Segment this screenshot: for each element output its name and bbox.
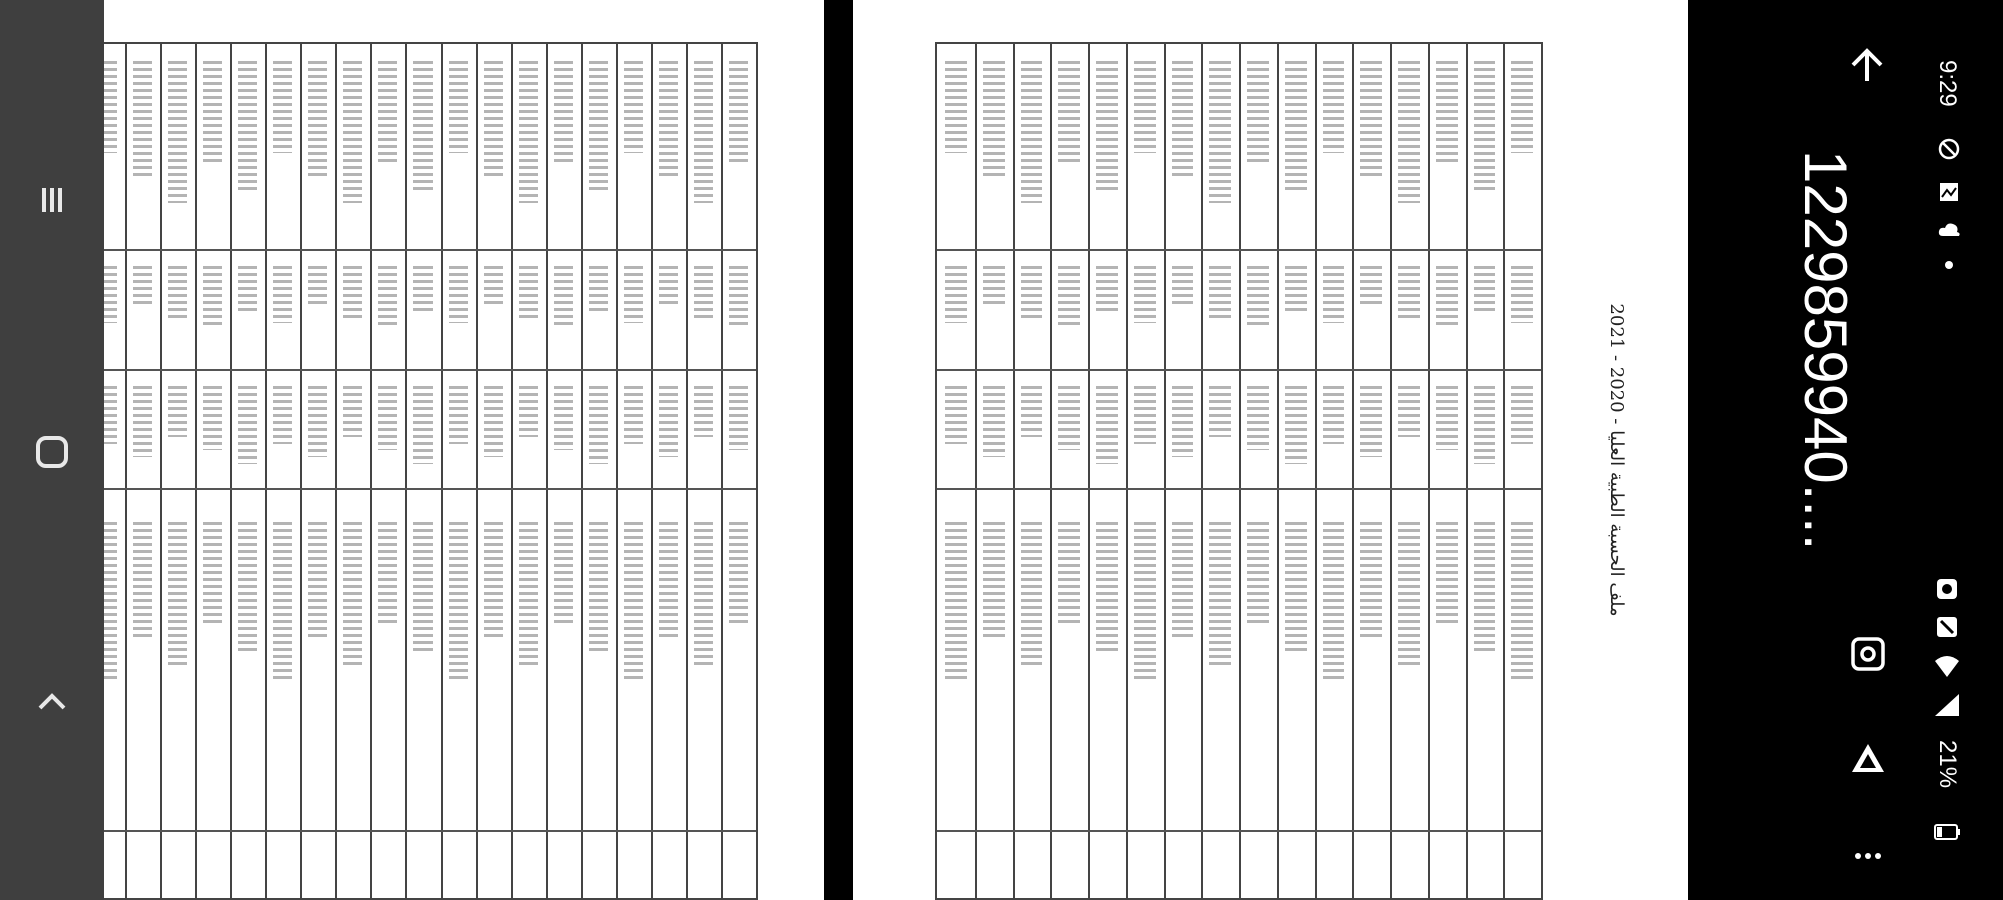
table-cell-text	[1172, 266, 1194, 307]
table-cell-text	[1474, 386, 1496, 465]
table-cell-text	[449, 61, 468, 153]
table-row-separator	[1503, 44, 1505, 898]
table-cell-text	[378, 522, 397, 624]
table-cell-text	[659, 61, 678, 178]
table-cell-text	[1398, 61, 1420, 202]
table-cell-text	[983, 61, 1005, 178]
table-cell-text	[1021, 522, 1043, 665]
table-cell-text	[1285, 522, 1307, 652]
table-cell-text	[1360, 266, 1382, 307]
table-cell-text	[1134, 522, 1156, 679]
table-row-separator	[686, 44, 688, 898]
table-cell-text	[589, 386, 608, 465]
table-row-separator	[616, 44, 618, 898]
table-cell-text	[945, 386, 967, 444]
table-row-separator	[125, 44, 127, 898]
table-cell-text	[203, 266, 222, 329]
table-row-separator	[1315, 44, 1317, 898]
table-row-separator	[651, 44, 653, 898]
table-cell-text	[273, 266, 292, 323]
table-cell-text	[1398, 522, 1420, 665]
table-cell-text	[168, 61, 187, 202]
table-row-separator	[160, 44, 162, 898]
table-cell-text	[945, 266, 967, 323]
table-cell-text	[729, 522, 748, 624]
table-cell-text	[694, 522, 713, 665]
table-cell-text	[659, 522, 678, 638]
table-row-separator	[1239, 44, 1241, 898]
table-cell-text	[449, 522, 468, 679]
table-cell-text	[308, 386, 327, 458]
table-cell-text	[1436, 522, 1458, 624]
table-cell-text	[1360, 61, 1382, 178]
table-cell-text	[729, 386, 748, 451]
table-row-separator	[1013, 44, 1015, 898]
table-cell-text	[1021, 386, 1043, 437]
table-cell-text	[133, 386, 152, 458]
page-title-text: 1229859940....	[1792, 150, 1859, 551]
table-cell-text	[104, 61, 117, 153]
table-cell-text	[104, 522, 117, 679]
table-column-separator	[937, 488, 1541, 490]
table-cell-text	[203, 61, 222, 166]
table-row-separator	[195, 44, 197, 898]
table-cell-text	[1323, 522, 1345, 679]
table-cell-text	[1021, 61, 1043, 202]
table-row-separator	[476, 44, 478, 898]
document-table	[104, 42, 758, 900]
table-row-separator	[1201, 44, 1203, 898]
table-cell-text	[168, 522, 187, 665]
table-row-separator	[581, 44, 583, 898]
table-cell-text	[1172, 522, 1194, 638]
table-cell-text	[133, 522, 152, 638]
table-cell-text	[1247, 266, 1269, 329]
table-row-separator	[1352, 44, 1354, 898]
table-cell-text	[983, 386, 1005, 458]
table-row-separator	[1390, 44, 1392, 898]
table-row-separator	[721, 44, 723, 898]
table-cell-text	[624, 522, 643, 679]
do-not-disturb-icon	[1935, 135, 1963, 163]
table-cell-text	[729, 61, 748, 166]
table-cell-text	[273, 61, 292, 153]
table-cell-text	[168, 266, 187, 318]
table-cell-text	[378, 61, 397, 166]
menu-icon[interactable]	[22, 170, 82, 230]
table-row-separator	[370, 44, 372, 898]
table-row-separator	[335, 44, 337, 898]
table-cell-text	[1436, 386, 1458, 451]
table-cell-text	[484, 386, 503, 458]
table-column-separator	[104, 369, 756, 371]
table-cell-text	[554, 386, 573, 451]
table-cell-text	[589, 266, 608, 312]
table-cell-text	[1172, 386, 1194, 458]
table-row-separator	[975, 44, 977, 898]
table-cell-text	[554, 522, 573, 624]
table-cell-text	[343, 61, 362, 202]
notification-dot-icon	[1942, 258, 1956, 272]
document-page-left	[104, 0, 824, 900]
chevron-up-icon[interactable]	[22, 672, 82, 732]
table-cell-text	[983, 266, 1005, 307]
table-cell-text	[449, 266, 468, 323]
battery-icon	[1932, 822, 1962, 842]
document-heading-text: ملف الحسبة الطبية العليا - 2020 - 2021	[1606, 303, 1627, 617]
table-cell-text	[449, 386, 468, 444]
table-cell-text	[133, 266, 152, 307]
table-cell-text	[1096, 266, 1118, 312]
table-cell-text	[104, 266, 117, 323]
table-row-separator	[265, 44, 267, 898]
table-cell-text	[1323, 266, 1345, 323]
table-cell-text	[1247, 522, 1269, 624]
table-column-separator	[104, 830, 756, 832]
table-cell-text	[554, 61, 573, 166]
wifi-icon	[1930, 650, 1964, 684]
page-title	[1790, 150, 1860, 590]
table-row-separator	[1466, 44, 1468, 898]
table-cell-text	[1285, 266, 1307, 312]
table-cell-text	[378, 266, 397, 329]
table-cell-text	[413, 61, 432, 190]
mute-icon	[1930, 613, 1964, 641]
table-cell-text	[104, 386, 117, 444]
table-cell-text	[519, 266, 538, 318]
table-cell-text	[1247, 61, 1269, 166]
table-row-separator	[230, 44, 232, 898]
table-cell-text	[945, 61, 967, 153]
drive-icon[interactable]	[1846, 738, 1890, 782]
table-cell-text	[1096, 61, 1118, 190]
table-cell-text	[589, 61, 608, 190]
table-cell-text	[589, 522, 608, 652]
table-cell-text	[1511, 522, 1533, 679]
table-cell-text	[1096, 522, 1118, 652]
table-cell-text	[1474, 61, 1496, 190]
table-cell-text	[694, 266, 713, 318]
table-row-separator	[1126, 44, 1128, 898]
table-cell-text	[308, 266, 327, 307]
table-cell-text	[1511, 386, 1533, 444]
table-cell-text	[1511, 61, 1533, 153]
table-cell-text	[484, 266, 503, 307]
table-cell-text	[519, 61, 538, 202]
table-cell-text	[238, 61, 257, 190]
edit-icon[interactable]	[1846, 632, 1890, 676]
table-cell-text	[1021, 266, 1043, 318]
table-cell-text	[624, 266, 643, 323]
table-cell-text	[343, 386, 362, 437]
table-cell-text	[238, 522, 257, 652]
table-row-separator	[1277, 44, 1279, 898]
table-cell-text	[413, 266, 432, 312]
table-cell-text	[484, 61, 503, 178]
table-cell-text	[1134, 266, 1156, 323]
table-cell-text	[659, 266, 678, 307]
table-cell-text	[413, 386, 432, 465]
table-column-separator	[937, 249, 1541, 251]
table-cell-text	[1096, 386, 1118, 465]
table-cell-text	[624, 61, 643, 153]
table-cell-text	[1360, 522, 1382, 638]
table-cell-text	[238, 266, 257, 312]
table-cell-text	[203, 386, 222, 451]
table-row-separator	[441, 44, 443, 898]
table-cell-text	[273, 522, 292, 679]
table-row-separator	[1428, 44, 1430, 898]
navigation-bar	[0, 0, 104, 900]
table-cell-text	[484, 522, 503, 638]
table-cell-text	[1134, 61, 1156, 153]
table-row-separator	[546, 44, 548, 898]
table-cell-text	[378, 386, 397, 451]
table-column-separator	[937, 369, 1541, 371]
document-table	[935, 42, 1543, 900]
table-row-separator	[1050, 44, 1052, 898]
table-cell-text	[1209, 61, 1231, 202]
table-cell-text	[1511, 266, 1533, 323]
table-cell-text	[1285, 61, 1307, 190]
table-cell-text	[133, 61, 152, 178]
table-cell-text	[1323, 61, 1345, 153]
table-cell-text	[694, 61, 713, 202]
table-cell-text	[413, 522, 432, 652]
table-cell-text	[694, 386, 713, 437]
back-arrow-icon[interactable]	[1832, 30, 1902, 100]
table-cell-text	[1134, 386, 1156, 444]
table-cell-text	[1058, 61, 1080, 166]
more-options-icon[interactable]	[1852, 840, 1884, 872]
battery-status: 21%	[1934, 740, 1961, 789]
table-row-separator	[300, 44, 302, 898]
table-cell-text	[1474, 522, 1496, 652]
table-cell-text	[168, 386, 187, 437]
table-row-separator	[1088, 44, 1090, 898]
table-cell-text	[1172, 61, 1194, 178]
table-cell-text	[1058, 522, 1080, 624]
table-cell-text	[945, 522, 967, 679]
document-heading	[1555, 70, 1635, 850]
table-cell-text	[203, 522, 222, 624]
table-cell-text	[1209, 386, 1231, 437]
table-row-separator	[405, 44, 407, 898]
table-cell-text	[729, 266, 748, 329]
page-gutter	[824, 0, 853, 900]
table-cell-text	[1436, 61, 1458, 166]
table-cell-text	[519, 386, 538, 437]
table-cell-text	[1209, 266, 1231, 318]
status-time: 9:29	[1934, 60, 1961, 107]
table-cell-text	[1247, 386, 1269, 451]
table-cell-text	[519, 522, 538, 665]
table-cell-text	[308, 522, 327, 638]
table-cell-text	[1398, 386, 1420, 437]
table-cell-text	[1058, 386, 1080, 451]
table-cell-text	[343, 522, 362, 665]
table-cell-text	[1285, 386, 1307, 465]
table-cell-text	[1360, 386, 1382, 458]
table-cell-text	[238, 386, 257, 465]
table-cell-text	[1209, 522, 1231, 665]
table-cell-text	[1323, 386, 1345, 444]
alarm-icon	[1930, 575, 1964, 603]
table-cell-text	[1474, 266, 1496, 312]
table-cell-text	[343, 266, 362, 318]
table-cell-text	[1398, 266, 1420, 318]
table-cell-text	[554, 266, 573, 329]
table-cell-text	[273, 386, 292, 444]
table-cell-text	[983, 522, 1005, 638]
table-column-separator	[104, 488, 756, 490]
table-cell-text	[308, 61, 327, 178]
table-cell-text	[1436, 266, 1458, 329]
table-column-separator	[104, 249, 756, 251]
table-row-separator	[1164, 44, 1166, 898]
table-cell-text	[624, 386, 643, 444]
home-icon[interactable]	[22, 422, 82, 482]
signal-icon	[1930, 690, 1964, 720]
table-cell-text	[1058, 266, 1080, 329]
gallery-icon	[1935, 178, 1963, 206]
table-cell-text	[659, 386, 678, 458]
table-column-separator	[937, 830, 1541, 832]
table-row-separator	[511, 44, 513, 898]
cloud-icon	[1935, 218, 1963, 242]
